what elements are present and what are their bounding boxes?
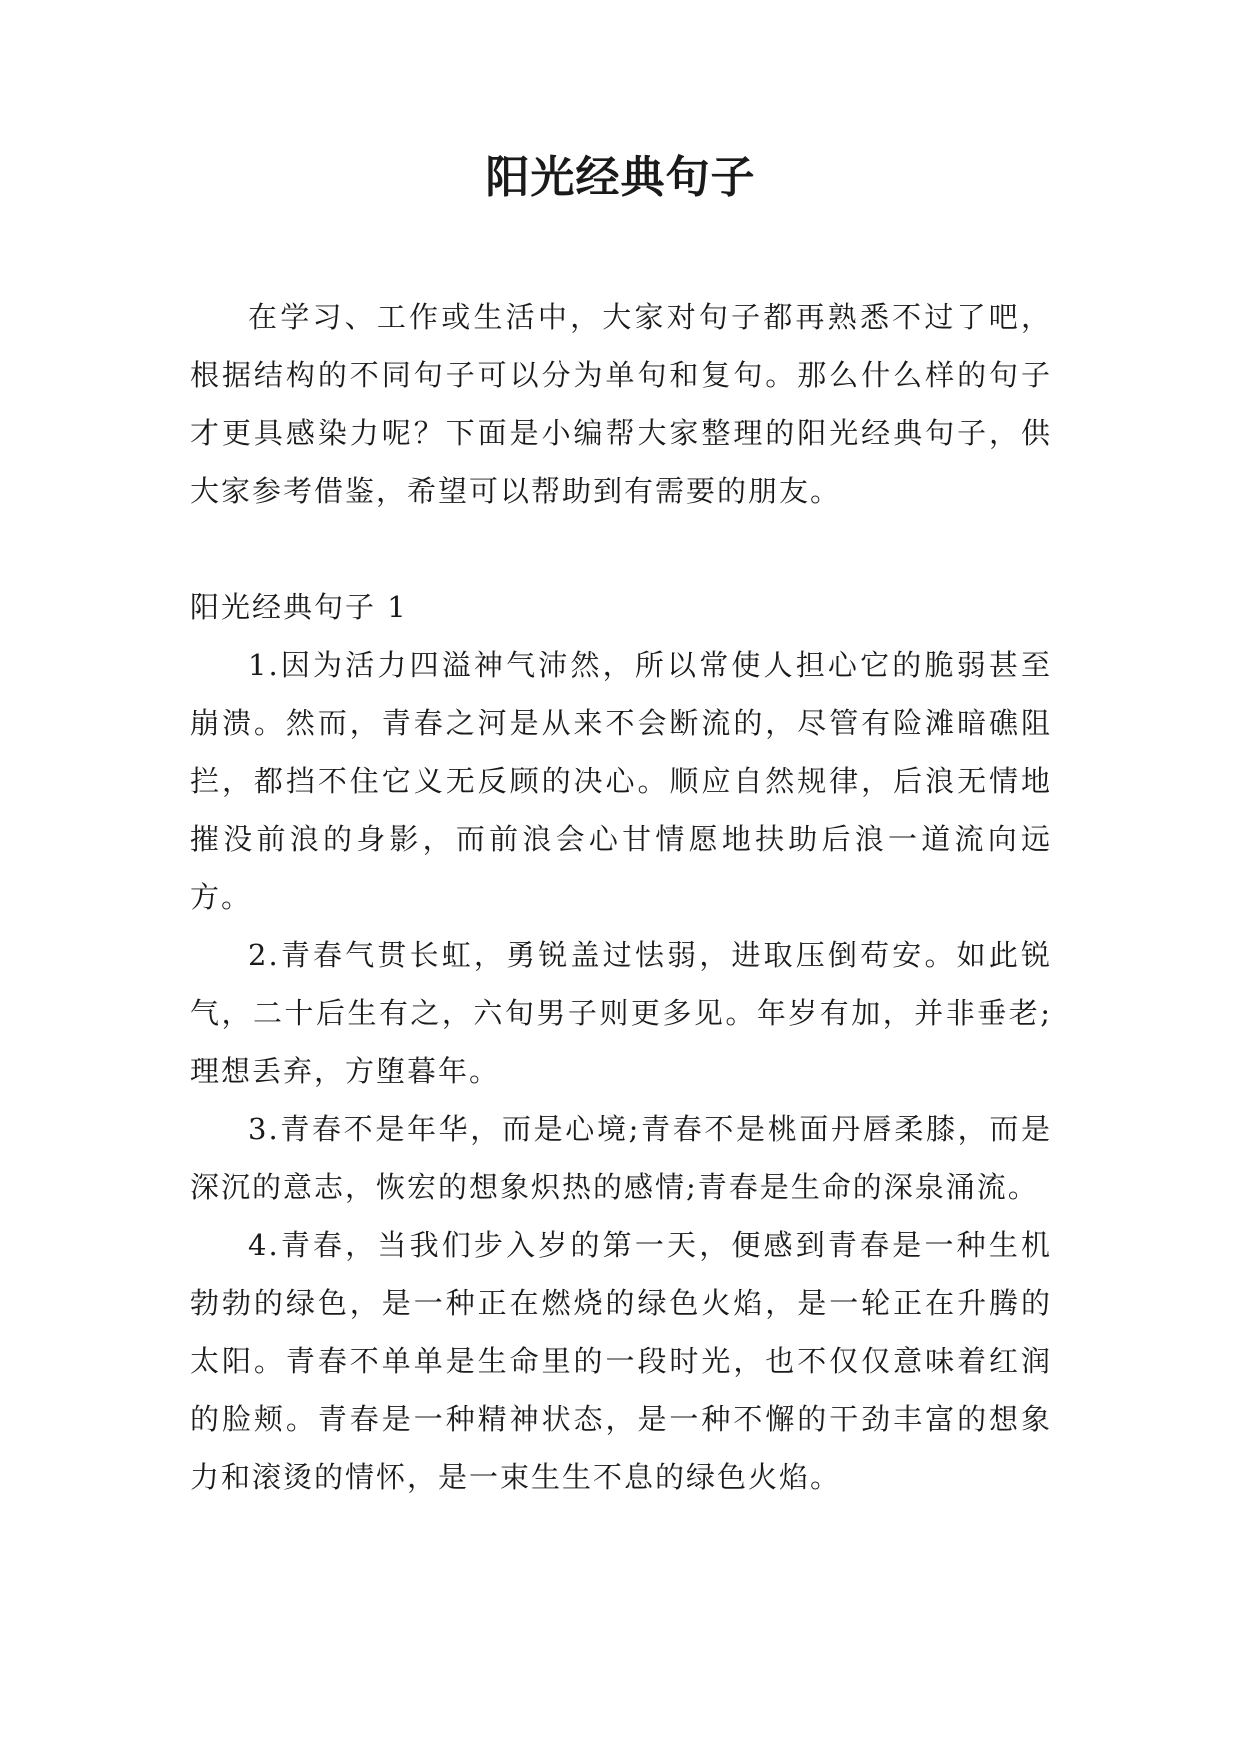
section-heading: 阳光经典句子 1 (190, 590, 408, 624)
sentence-item-3: 3.青春不是年华，而是心境;青春不是桃面丹唇柔膝，而是深沉的意志，恢宏的想象炽热的感情;青春是生命的深泉涌流。 (190, 1112, 1052, 1204)
document-body (190, 288, 1052, 1506)
sentence-item-2: 2.青春气贯长虹，勇锐盖过怯弱，进取压倒苟安。如此锐气，二十后生有之，六旬男子则更多见。年岁有加，并非垂老;理想丢弃，方堕暮年。 (190, 938, 1052, 1088)
sentence-item-1: 1.因为活力四溢神气沛然，所以常使人担心它的脆弱甚至崩溃。然而，青春之河是从来不会断流的，尽管有险滩暗礁阻拦，都挡不住它义无反顾的决心。顺应自然规律，后浪无情地摧没前浪的身影，而前浪会心甘情愿地扶助后浪一道流向远方。 (190, 648, 1052, 914)
intro-paragraph: 在学习、工作或生活中，大家对句子都再熟悉不过了吧，根据结构的不同句子可以分为单句和复句。那么什么样的句子才更具感染力呢？下面是小编帮大家整理的阳光经典句子，供大家参考借鉴，希望可以帮助到有需要的朋友。 (190, 300, 1052, 508)
sentence-item-4: 4.青春，当我们步入岁的第一天，便感到青春是一种生机勃勃的绿色，是一种正在燃烧的绿色火焰，是一轮正在升腾的太阳。青春不单单是生命里的一段时光，也不仅仅意味着红润的脸颊。青春是一种精神状态，是一种不懈的干劲丰富的想象力和滚烫的情怀，是一束生生不息的绿色火焰。 (190, 1228, 1052, 1494)
document-title: 阳光经典句子 (485, 152, 756, 203)
